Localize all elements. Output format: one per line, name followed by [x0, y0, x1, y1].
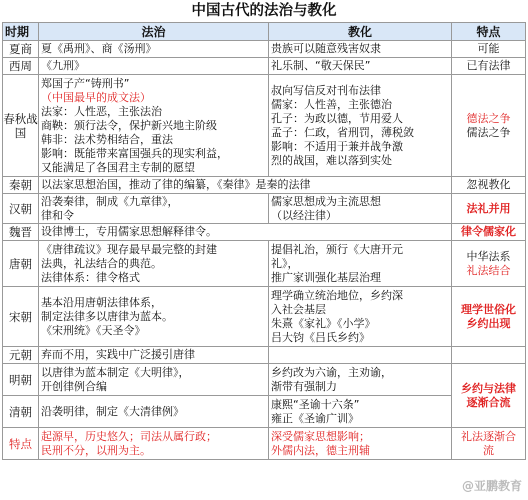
period-cell: 魏晋 — [3, 224, 39, 241]
feature-line-highlight: 礼法结合 — [466, 263, 511, 277]
law-line: 法典，礼法结合的典范。 — [41, 256, 162, 270]
comparison-table — [2, 22, 526, 460]
edu-line: 推广家训强化基层治理 — [271, 270, 381, 284]
edu-line: 外儒内法，德主刑辅 — [271, 443, 370, 457]
edu-line: 康熙“圣谕十六条” — [271, 397, 360, 411]
period-cell: 秦朝 — [3, 177, 39, 194]
table-row — [3, 364, 526, 396]
period-cell: 宋朝 — [3, 287, 39, 347]
law-line: 基本沿用唐朝法律体系， — [41, 295, 162, 309]
feature-line: 忽视教化 — [466, 178, 511, 191]
edu-line: 烈的战国，难以落到实处 — [271, 153, 392, 167]
law-line: 制定法律多以唐律为蓝本。 — [41, 309, 173, 323]
edu-line: 孟子：仁政，省刑罚，薄税敛 — [271, 125, 414, 139]
header-row — [3, 23, 526, 41]
law-line: 法家：人性恶，主张法治 — [41, 104, 162, 118]
law-cell — [39, 75, 269, 177]
edu-cell — [269, 364, 452, 396]
edu-cell — [269, 287, 452, 347]
period-cell: 明朝 — [3, 364, 39, 396]
edu-line: 深受儒家思想影响； — [271, 429, 370, 443]
edu-cell — [269, 58, 452, 75]
law-line: 开创律例合编 — [41, 379, 107, 393]
period-cell: 元朝 — [3, 347, 39, 364]
feature-line-highlight: 德法之争 — [466, 111, 511, 125]
law-line: 郑国子产“铸刑书” — [41, 76, 130, 90]
header-period: 时期 — [3, 23, 39, 41]
edu-cell — [269, 75, 452, 177]
edu-line: （以经注律） — [271, 208, 337, 222]
header-feature: 特点 — [452, 23, 526, 41]
law-line: 沿袭秦律，制成《九章律》， — [41, 194, 179, 208]
feature-line-highlight: 乡约出现 — [466, 316, 511, 330]
table-row — [3, 396, 526, 428]
law-line: 影响：既能带来富国强兵的现实利益， — [41, 146, 228, 160]
feature-cell — [452, 287, 526, 347]
edu-line: 叔向写信反对刊布法律 — [271, 83, 381, 97]
feature-cell — [452, 347, 526, 364]
law-line: 以法家思想治国，推动了律的编纂，《秦律》是秦的法律 — [41, 178, 311, 191]
table-row — [3, 347, 526, 364]
law-line: 夏《禹刑》、商《汤刑》 — [41, 42, 157, 55]
law-line: 《宋刑统》《天圣令》 — [41, 323, 146, 337]
edu-cell — [269, 194, 452, 224]
period-cell: 特点 — [3, 428, 39, 460]
law-line: 以唐律为蓝本制定《大明律》， — [41, 365, 190, 379]
law-line: 商鞅：颁行法令，保护新兴地主阶级 — [41, 118, 217, 132]
law-cell — [39, 428, 269, 460]
feature-line-highlight: 理学世俗化 — [461, 302, 516, 316]
law-cell — [39, 194, 269, 224]
feature-line: 流 — [483, 443, 494, 457]
edu-cell — [269, 428, 452, 460]
table-row — [3, 287, 526, 347]
law-cell — [39, 224, 452, 241]
feature-cell — [452, 75, 526, 177]
feature-line-highlight: 逐渐合流 — [466, 395, 511, 409]
table-row — [3, 241, 526, 287]
law-line: 法律体系：律令格式 — [41, 270, 140, 284]
law-line-highlight: （中国最早的成文法） — [41, 90, 151, 104]
header-law: 法治 — [39, 23, 269, 41]
law-cell — [39, 396, 269, 428]
feature-line-highlight: 律令儒家化 — [461, 225, 516, 238]
feature-line: 礼法逐渐合 — [461, 429, 516, 443]
feature-cell — [452, 177, 526, 194]
page-title: 中国古代的法治与教化 — [191, 3, 337, 19]
law-cell — [39, 177, 452, 194]
edu-line: 入社会基层 — [271, 302, 326, 316]
edu-cell — [269, 347, 452, 364]
law-line: 弃而不用，实践中广泛援引唐律 — [41, 348, 195, 361]
law-line: 设律博士，专用儒家思想解释律令。 — [41, 225, 217, 238]
table-row — [3, 194, 526, 224]
period-cell: 春秋战国 — [3, 75, 39, 177]
period-cell: 夏商 — [3, 41, 39, 58]
table-row — [3, 41, 526, 58]
feature-cell — [452, 428, 526, 460]
law-line: 民刑不分，以刑为主。 — [41, 443, 151, 457]
law-cell — [39, 287, 269, 347]
feature-line-highlight: 乡约与法律 — [461, 381, 516, 395]
law-line: 沿袭明律，制定《大清律例》 — [41, 404, 184, 418]
edu-line: 乡约改为六谕，主劝谕， — [271, 365, 392, 379]
edu-line: 朱熹《家礼》《小学》 — [271, 316, 376, 330]
edu-line: 理学确立统治地位，乡约深 — [271, 288, 403, 302]
feature-cell — [452, 241, 526, 287]
period-cell: 清朝 — [3, 396, 39, 428]
edu-cell — [269, 41, 452, 58]
feature-cell — [452, 224, 526, 241]
feature-line: 已有法律 — [466, 59, 511, 72]
edu-line: 吕大钧《吕氏乡约》 — [271, 330, 370, 344]
feature-line: 儒法之争 — [466, 125, 511, 139]
edu-line: 影响：不适用于兼并战争激 — [271, 139, 403, 153]
law-line: 《唐律疏议》现存最早最完整的封建 — [41, 242, 217, 256]
law-cell — [39, 58, 269, 75]
edu-line: 礼乐制、“敬天保民” — [271, 59, 371, 72]
law-line: 又能满足了各国君主专制的愿望 — [41, 160, 195, 174]
law-cell — [39, 347, 269, 364]
table-row-summary — [3, 428, 526, 460]
feature-line-highlight: 法礼并用 — [466, 201, 511, 215]
feature-line: 可能 — [477, 42, 500, 55]
edu-cell — [269, 396, 452, 428]
table-row — [3, 75, 526, 177]
edu-line: 孔子：为政以德，节用爱人 — [271, 111, 403, 125]
edu-line: 儒家思想成为主流思想 — [271, 194, 381, 208]
table-row — [3, 224, 526, 241]
law-cell — [39, 364, 269, 396]
law-line: 起源早，历史悠久；司法从属行政； — [41, 429, 217, 443]
edu-line: 提倡礼治，颁行《大唐开元 — [271, 242, 403, 256]
header-edu: 教化 — [269, 23, 452, 41]
watermark: @亚鹏教育 — [461, 479, 522, 493]
feature-line: 中华法系 — [466, 249, 511, 263]
law-line: 《九刑》 — [41, 59, 85, 72]
law-line: 韩非：法术势相结合，重法 — [41, 132, 173, 146]
period-cell: 西周 — [3, 58, 39, 75]
law-cell — [39, 241, 269, 287]
law-line: 律和令 — [41, 208, 74, 222]
feature-cell — [452, 364, 526, 428]
edu-line: 雍正《圣谕广训》 — [271, 411, 359, 425]
law-cell — [39, 41, 269, 58]
period-cell: 汉朝 — [3, 194, 39, 224]
edu-line: 渐带有强制力 — [271, 379, 337, 393]
edu-cell — [269, 241, 452, 287]
period-cell: 唐朝 — [3, 241, 39, 287]
edu-line: 礼》， — [271, 256, 299, 270]
edu-line: 贵族可以随意残害奴隶 — [271, 42, 381, 55]
feature-cell — [452, 58, 526, 75]
table-row — [3, 58, 526, 75]
table-row — [3, 177, 526, 194]
feature-cell — [452, 41, 526, 58]
edu-line: 儒家：人性善，主张德治 — [271, 97, 392, 111]
feature-cell — [452, 194, 526, 224]
